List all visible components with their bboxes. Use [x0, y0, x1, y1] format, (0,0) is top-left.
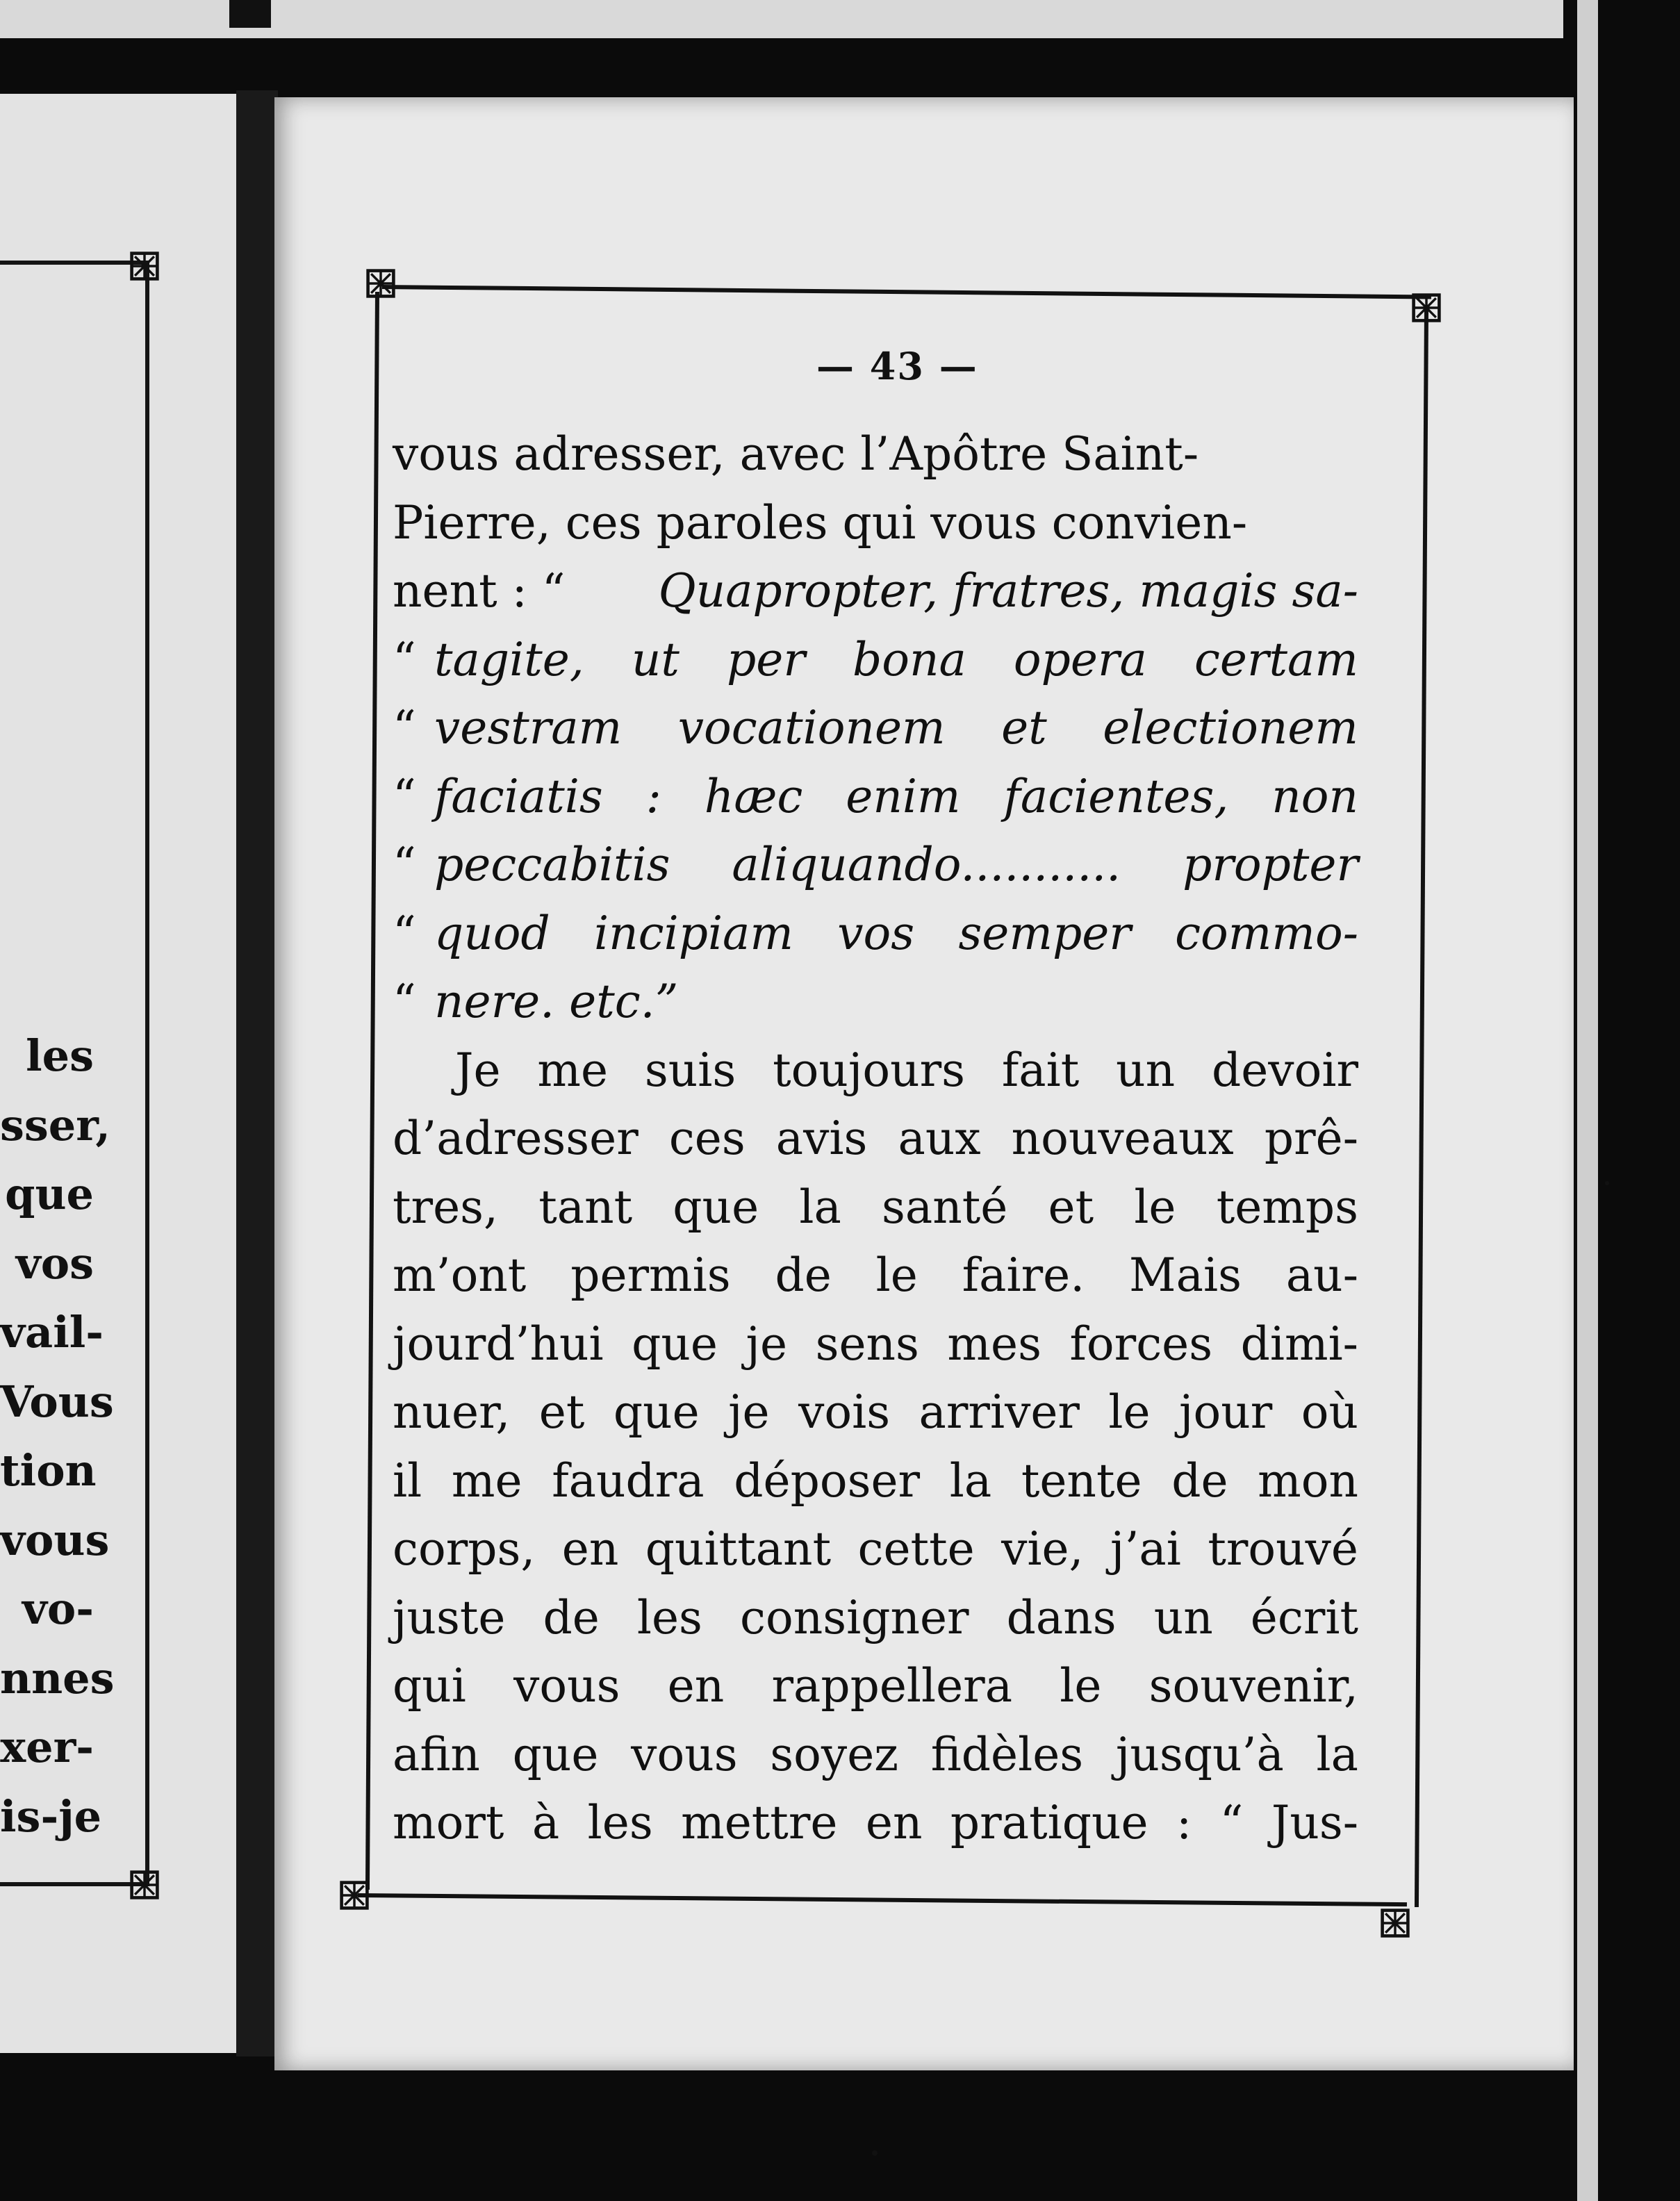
line-text: corps, en quittant cette vie, j’ai trouvé: [393, 1522, 1358, 1576]
latin-quote-text: vestram vocationem et electionem: [434, 701, 1358, 755]
quote-mark: “: [393, 632, 416, 686]
line-text: mort à les mettre en pratique : “ Jus-: [393, 1796, 1358, 1849]
quote-mark: “: [393, 906, 416, 960]
text-line: [393, 1584, 1358, 1653]
left-fragment: vous: [0, 1514, 110, 1565]
book-spine: [236, 90, 278, 2056]
text-line: [393, 1447, 1358, 1516]
line-text: vous adresser, avec l’Apôtre Saint-: [393, 427, 1199, 481]
line-text: d’adresser ces avis aux nouveaux prê-: [393, 1112, 1358, 1165]
quote-mark: “: [393, 975, 416, 1028]
line-text: tres, tant que la santé et le temps: [393, 1180, 1358, 1234]
latin-quote-text: faciatis : hæc enim facientes, non: [434, 769, 1358, 823]
latin-quote-text: peccabitis aliquando........... propter: [434, 838, 1358, 891]
left-fragment: les: [26, 1030, 94, 1081]
line-text: nuer, et que je vois arriver le jour où: [393, 1385, 1358, 1439]
dust-speck: [872, 2150, 878, 2156]
left-fragment: xer-: [0, 1722, 94, 1772]
line-text: Pierre, ces paroles qui vous convien-: [393, 495, 1248, 550]
ornament-corner-icon: [365, 267, 397, 299]
page-number: — 43 —: [816, 344, 978, 388]
left-fragment: vos: [15, 1237, 94, 1289]
strip-gap: [229, 0, 271, 28]
text-line: [393, 1721, 1358, 1790]
latin-quote-text: quod incipiam vos semper commo-: [434, 906, 1358, 960]
text-line: [393, 1515, 1358, 1584]
text-line: [393, 763, 1358, 832]
line-text: m’ont permis de le faire. Mais au-: [393, 1248, 1358, 1302]
film-edge: [1577, 0, 1598, 2201]
quote-mark: “: [393, 701, 416, 755]
text-line: [393, 1173, 1358, 1242]
text-line: [393, 1789, 1358, 1858]
line-text: juste de les consigner dans un écrit: [393, 1590, 1358, 1644]
text-line: [393, 1652, 1358, 1721]
text-line: [393, 968, 1358, 1037]
line-text: il me faudra déposer la tente de mon: [393, 1453, 1358, 1508]
quote-mark: “: [393, 769, 416, 823]
dust-speck: [1605, 1181, 1609, 1185]
text-line: [393, 1378, 1358, 1447]
line-text: jourd’hui que je sens mes forces dimi-: [393, 1317, 1358, 1371]
page-body-text: [393, 420, 1358, 1858]
left-page-text: [0, 1021, 115, 1851]
text-line: [393, 1242, 1358, 1310]
left-fragment: tion: [0, 1445, 97, 1496]
text-line: [393, 557, 1358, 626]
left-fragment: vo-: [22, 1583, 94, 1634]
text-line: [393, 1105, 1358, 1173]
line-prefix: nent : “: [393, 564, 566, 618]
latin-quote-text: nere. etc.”: [434, 975, 679, 1028]
text-line: [393, 626, 1358, 695]
ornament-corner-icon: [338, 1879, 370, 1911]
text-line: [393, 694, 1358, 763]
line-text: Je me suis toujours fait un devoir: [455, 1043, 1358, 1097]
text-line: [393, 420, 1358, 489]
text-line: [393, 1310, 1358, 1379]
line-text: qui vous en rappellera le souvenir,: [393, 1659, 1358, 1713]
text-line: [393, 489, 1358, 558]
text-line: [393, 900, 1358, 968]
latin-quote-text: Quapropter, fratres, magis sa-: [658, 564, 1358, 618]
left-fragment: sser,: [0, 1099, 110, 1151]
text-line: [393, 831, 1358, 900]
latin-quote-text: tagite, ut per bona opera certam: [434, 632, 1358, 686]
left-fragment: is-je: [0, 1790, 102, 1842]
left-fragment: que: [5, 1169, 94, 1219]
quote-mark: “: [393, 838, 416, 891]
ornament-corner-icon: [1379, 1907, 1411, 1939]
left-fragment: Vous: [0, 1376, 114, 1427]
text-line: [393, 1037, 1358, 1105]
ornament-corner-icon: [1410, 292, 1442, 324]
left-fragment: nnes: [0, 1652, 115, 1704]
ornament-corner-icon: [129, 1869, 160, 1901]
ornament-corner-icon: [129, 250, 160, 282]
line-text: afin que vous soyez fidèles jusqu’à la: [393, 1727, 1358, 1781]
left-fragment: vail-: [0, 1307, 104, 1358]
